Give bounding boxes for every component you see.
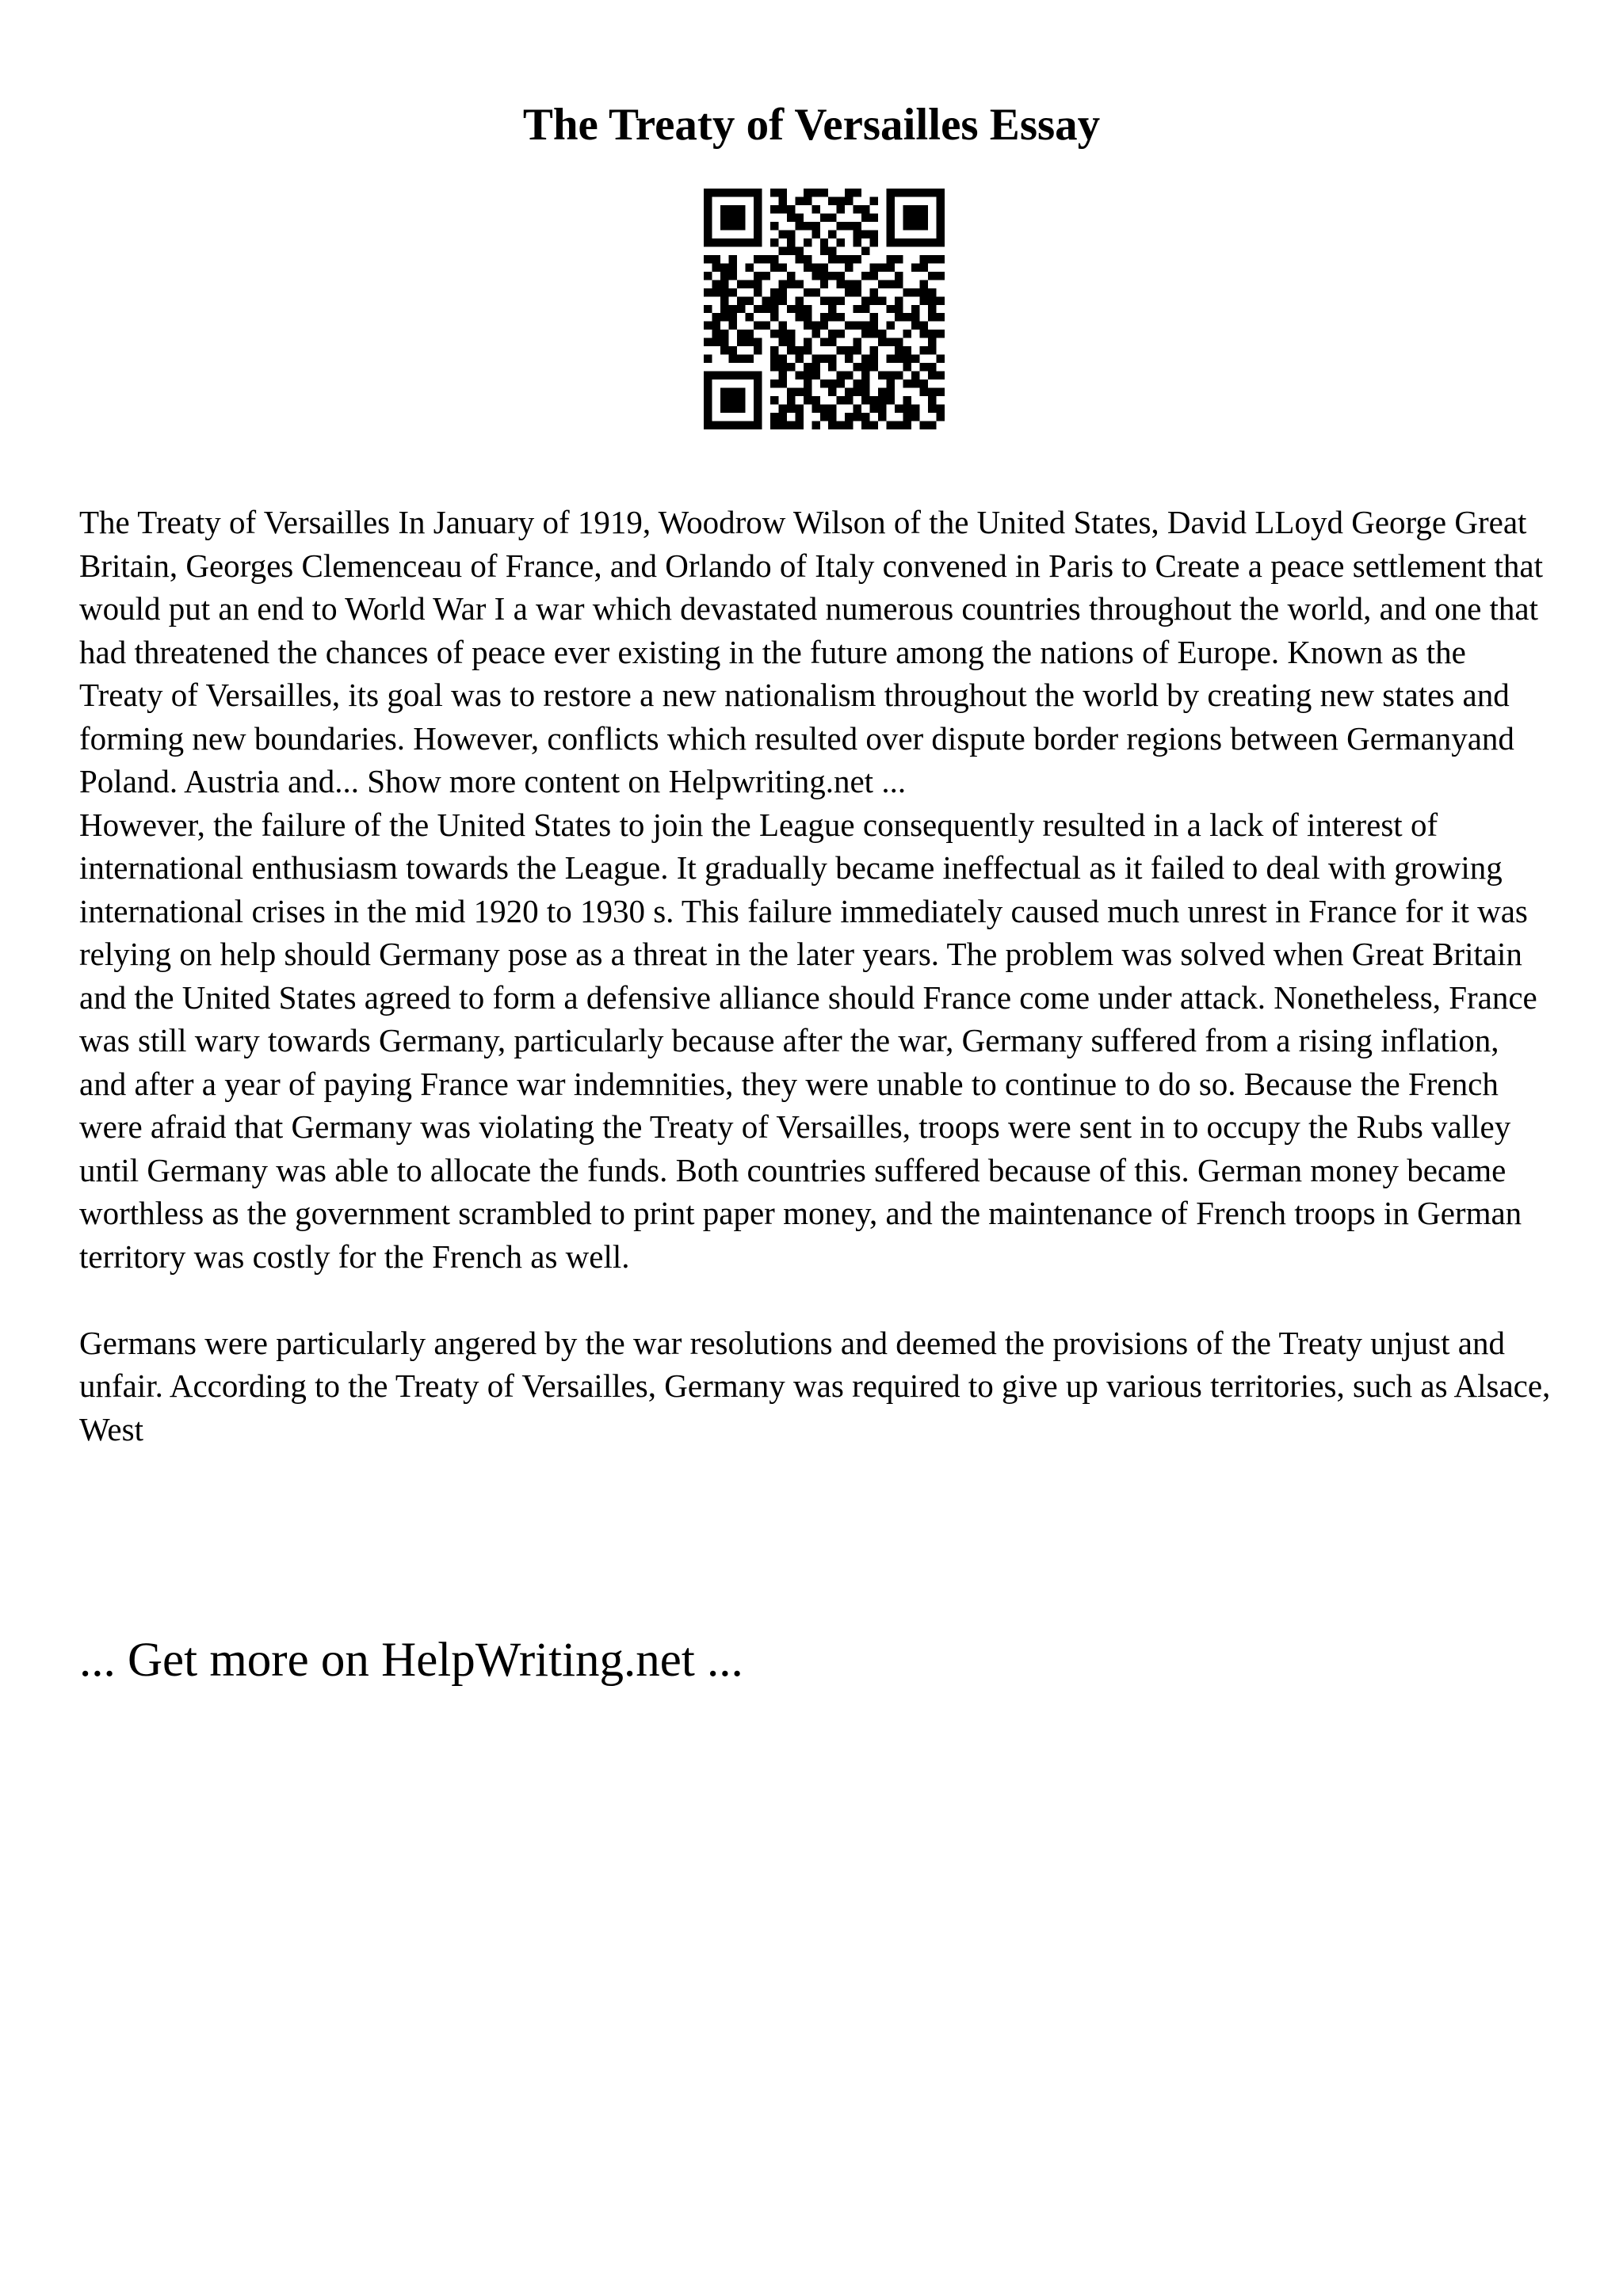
- essay-paragraph-1: The Treaty of Versailles In January of 1919, Woodrow Wilson of the United States, David LLoyd George Great Britain, Georges Clemenceau of France, and Orlando of Italy convened in Paris to Create a peace settlement that would put an end to World War I a war which devastated numerous countries throughout the world, and one that had threatened the chances of peace ever existing in the future among the nations of Europe. Known as the Treaty of Versailles, its goal was to restore a new nationalism throughout the world by creating new states and forming new boundaries. However, conflicts which resulted over dispute border regions between Germanyand Poland. Austria and... Show more content on Helpwriting.net ...: [79, 504, 1543, 799]
- essay-paragraph-3: Germans were particularly angered by the war resolutions and deemed the provisions of the Treaty unjust and unfair. According to the Treaty of Versailles, Germany was required to give up various territories, such as Alsace, West: [79, 1324, 1551, 1447]
- get-more-link[interactable]: ... Get more on HelpWriting.net ...: [79, 1634, 743, 1687]
- document-title: The Treaty of Versailles Essay: [522, 100, 1101, 150]
- essay-body: [79, 501, 1553, 1451]
- essay-paragraph-2: However, the failure of the United States to join the League consequently resulted in a lack of interest of international enthusiasm towards the League. It gradually became ineffectual as it failed to deal with growing international crises in the mid 1920 to 1930 s. This failure immediately caused much unrest in France for it was relying on help should Germany pose as a threat in the later years. The problem was solved when Great Britain and the United States agreed to form a defensive alliance should France come under attack. Nonetheless, France was still wary towards Germany, particularly because after the war, Germany suffered from a rising inflation, and after a year of paying France war indemnities, they were unable to continue to do so. Because the French were afraid that Germany was violating the Treaty of Versailles, troops were sent in to occupy the Rubs valley until Germany was able to allocate the funds. Both countries suffered because of this. German money became worthless as the government scrambled to print paper money, and the maintenance of French troops in German territory was costly for the French as well.: [79, 806, 1537, 1275]
- qr-code-image: [704, 189, 945, 429]
- qr-code-graphic: [704, 189, 945, 429]
